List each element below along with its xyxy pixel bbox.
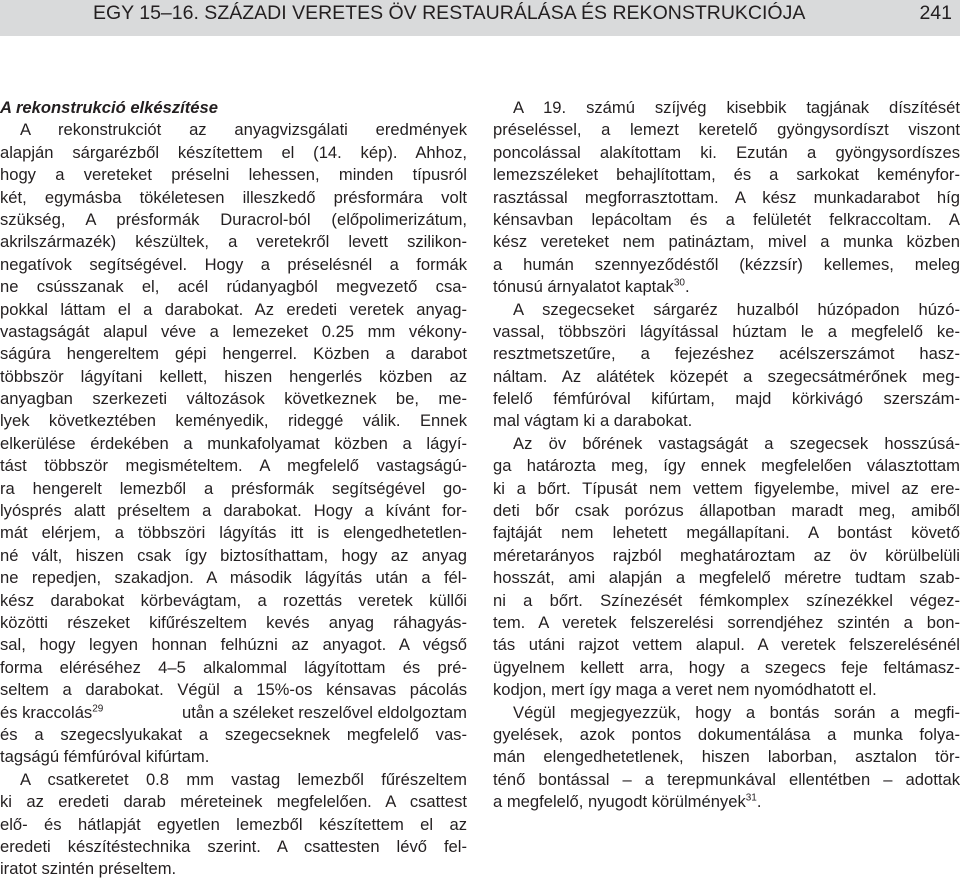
- text-fragment: a megfelelő, nyugodt körülmények: [493, 792, 746, 812]
- section-heading: A rekonstrukció elkészítése: [0, 98, 218, 117]
- text-line: Végül megjegyezzük, hogy a bontás során a megfi-: [513, 702, 960, 722]
- text-line-with-footnote: [493, 791, 960, 813]
- footnote-ref-30: 30: [673, 277, 685, 289]
- text-line: gyelések, azok pontos dokumentálása a munka folya-: [493, 724, 960, 744]
- text-line: ga határozta meg, így ennek megfelelően választottam: [493, 456, 960, 476]
- text-line: resztmetszetűre, a fejezéshez acélszerszámot hasz-: [493, 344, 960, 364]
- text-line: tem. A veretek felszerelési sorrendjéhez szintén a bon-: [493, 612, 960, 632]
- page-number: 241: [919, 2, 952, 24]
- text-line: ni a bőrt. Színezését fémkomplex színezékkel végez-: [493, 590, 960, 610]
- text-line: tás utáni rajzot vettem alapul. A veretek felszerelésénél: [493, 635, 960, 655]
- text-fragment: tónusú árnyalatot kaptak: [493, 277, 674, 297]
- text-line: kész vereteket nem patináztam, mivel a munka közben: [493, 232, 960, 252]
- text-line: kodjon, mert így maga a veret nem nyomódhatott el.: [493, 680, 877, 700]
- period: .: [684, 277, 690, 297]
- text-line: vassal, többszöri lágyítással húztam le a megfelelő ke-: [493, 321, 960, 341]
- text-line: mán elengedhetetlenek, hiszen laborban, asztalon tör-: [493, 747, 960, 767]
- running-head-title: EGY 15–16. SZÁZADI VERETES ÖV RESTAURÁLÁSA ÉS REKONSTRUKCIÓJA: [93, 2, 806, 24]
- text-line: rasztással megforrasztottam. A kész munkadarabot híg: [493, 187, 960, 207]
- text-line: ténő bontással – a terepmunkával ellentétben – adottak: [493, 769, 960, 789]
- text-line: seltem a darabokat. Végül a 15%-os kénsavas pácolás: [0, 680, 467, 700]
- text-line: sal, hogy legyen honnan felhúzni az anyagot. A végső: [0, 635, 467, 655]
- text-line: iratot szintén préseltem.: [0, 859, 177, 879]
- text-line: ne repedjen, szakadjon. A második lágyítás után a fél-: [0, 568, 467, 588]
- footnote-ref-31: 31: [745, 792, 757, 804]
- text-line: ságúra hengereltem gépi hengerrel. Közben a darabot: [0, 344, 467, 364]
- text-line: Az öv bőrének vastagságát a szegecsek hosszúsá-: [513, 433, 960, 453]
- text-fragment-end: utån a széleket reszelővel eldolgoztam: [181, 702, 467, 722]
- text-line: lyósprés alatt préseltem a darabokat. Hogy a kívánt for-: [0, 501, 467, 521]
- text-line: ki a bőrt. Típusát nem vettem figyelembe, mivel az ere-: [493, 478, 960, 498]
- text-line: forma eléréséhez 4–5 alkalommal lágyítottam és pré-: [0, 657, 467, 677]
- text-line: hosszát, ami alapján a megfelelő méretre tudtam szab-: [493, 568, 960, 588]
- text-line: elő- és hátlapját egyetlen lemezből készítettem el az: [0, 814, 467, 834]
- text-line: kész darabokat körbevágtam, a rozettás veretek küllői: [0, 590, 467, 610]
- period: .: [756, 792, 762, 812]
- text-line: náltam. Az alátétek közepét a szegecsátmérőnek meg-: [493, 366, 960, 386]
- text-line-with-footnote: [493, 276, 960, 298]
- text-line: né vált, hiszen csak így biztosíthattam, hogy az anyag: [0, 545, 467, 565]
- text-line: pokkal láttam el a darabokat. Az eredeti veretek anyag-: [0, 299, 467, 319]
- text-line: A csatkeretet 0.8 mm vastag lemezből fűrészeltem: [20, 769, 467, 789]
- text-line: és a szegecslyukakat a szegecseknek megfelelő vas-: [0, 724, 467, 744]
- text-fragment-start: és kraccolás: [0, 702, 93, 722]
- footnote-ref-29: 29: [92, 703, 104, 715]
- text-line: a humán szennyeződéstől (kézzsír) kellemes, meleg: [493, 254, 960, 274]
- text-line: préseléssel, a lemezt keretelő gyöngysordíszt viszont: [493, 120, 960, 140]
- text-line: többször lágyítani kellett, hiszen hengerlés közben az: [0, 366, 467, 386]
- text-line: szükség, A présformák Duracrol-ból (előpolimerizátum,: [0, 209, 467, 229]
- text-line: akrilszármazék) készültek, a veretekről levett szilikon-: [0, 232, 467, 252]
- text-line: tagságú fémfúróval kifúrtam.: [0, 747, 210, 767]
- text-line: anyagban szerkezeti változások következnek be, me-: [0, 389, 467, 409]
- left-column: [0, 97, 467, 881]
- text-line: negatívok segítségével. Hogy a préselésnél a formák: [0, 254, 467, 274]
- text-line: ügyelnem kellett arra, hogy a szegecs feje feltámasz-: [493, 657, 960, 677]
- text-line: méretarányos rajzból meghatároztam az öv körülbelüli: [493, 545, 960, 565]
- text-line: alapján sárgarézből készítettem el (14. kép). Ahhoz,: [0, 142, 467, 162]
- text-line: elkerülése érdekében a munkafolyamat közben a lágyí-: [0, 433, 467, 453]
- text-line: A rekonstrukciót az anyagvizsgálati eredmények: [20, 120, 467, 140]
- running-header-band: [0, 0, 960, 36]
- text-fragment: [0, 702, 103, 724]
- text-line: lemezszéleket behajlítottam, és a sarkokat keményfor-: [493, 165, 960, 185]
- text-line: közötti részeket kifűrészeltem kevés anyag ráhagyás-: [0, 612, 467, 632]
- text-line: A 19. számú szíjvég kisebbik tagjának díszítését: [513, 98, 960, 117]
- text-line-with-footnote: [0, 702, 467, 724]
- text-line: ne csússzanak el, acél rúdanyagból megvezető csa-: [0, 277, 467, 297]
- text-line: mát elérjem, a többszöri lágyítás itt is elengedhetetlen-: [0, 523, 467, 543]
- text-line: két, egymásba tökéletesen illeszkedő présformára volt: [0, 187, 467, 207]
- text-line: kénsavban lepácoltam és a felületét felkraccoltam. A: [493, 209, 960, 229]
- text-line: fajtáját nem lehetett megállapítani. A bontást követő: [493, 523, 960, 543]
- text-line: tást többször megismételtem. A megfelelő vastagságú-: [0, 456, 467, 476]
- text-line: felelő fémfúróval kifúrtam, majd körkivágó szerszám-: [493, 389, 960, 409]
- text-line: hogy a vereteket préselni lehessen, minden típusról: [0, 165, 467, 185]
- text-line: poncolással alakítottam ki. Ezután a gyöngysordíszes: [493, 142, 960, 162]
- text-line: ra hengerelt lemezből a présformák segítségével go-: [0, 478, 467, 498]
- text-line: lyek következtében keményedik, rideggé válik. Ennek: [0, 411, 467, 431]
- text-line: vastagságát alapul véve a lemezeket 0.25 mm vékony-: [0, 321, 467, 341]
- right-column: [493, 97, 960, 814]
- text-line: A szegecseket sárgaréz huzalból húzópadon húzó-: [513, 299, 960, 319]
- text-line: eredeti készítéstechnika szerint. A csattesten lévő fel-: [0, 836, 467, 856]
- text-line: mal vágtam ki a darabokat.: [493, 411, 693, 431]
- text-line: ki az eredeti darab méreteinek megfelelően. A csattest: [0, 792, 467, 812]
- text-line: deti bőr csak porózus állapotban maradt meg, amiből: [493, 501, 960, 521]
